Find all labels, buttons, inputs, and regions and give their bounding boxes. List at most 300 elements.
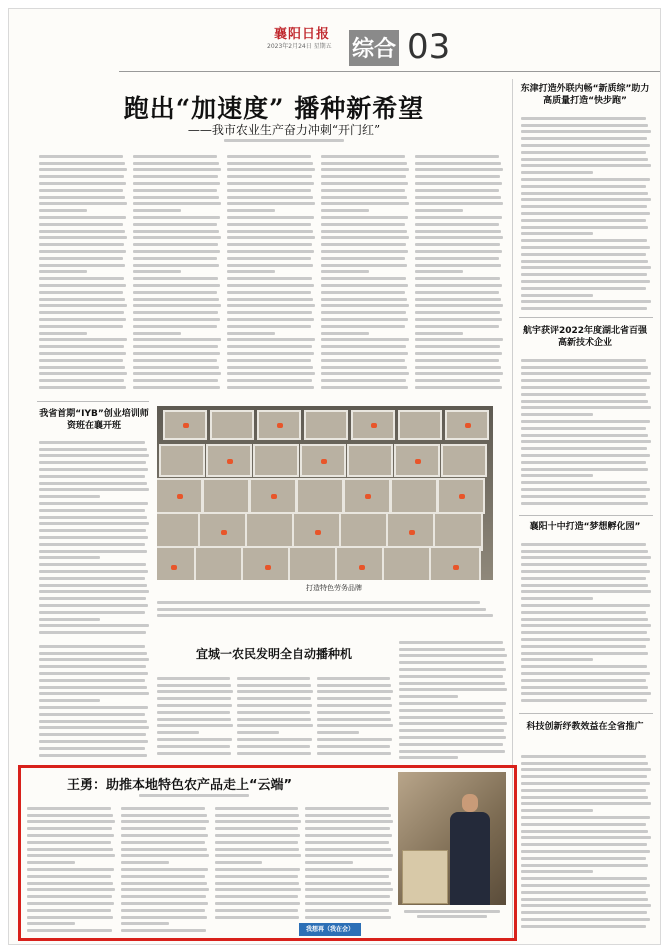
text-line (521, 198, 651, 201)
text-line (39, 495, 100, 498)
text-line (415, 277, 500, 280)
workstation-cell (335, 546, 387, 580)
text-line (321, 291, 405, 294)
text-line (133, 202, 221, 205)
text-line (521, 624, 651, 627)
text-line (321, 325, 405, 328)
text-line (305, 848, 391, 851)
text-line (317, 690, 393, 693)
text-line (39, 338, 127, 341)
mid-article-col-4 (399, 637, 507, 761)
text-line (321, 332, 369, 335)
text-line (521, 158, 648, 161)
text-line (39, 502, 148, 505)
text-line (521, 117, 646, 120)
text-line (521, 816, 650, 819)
text-line (227, 338, 315, 341)
text-line (39, 345, 124, 348)
text-line (227, 332, 275, 335)
text-line (39, 202, 127, 205)
text-line (121, 820, 209, 823)
text-line (121, 827, 206, 830)
text-line (521, 280, 650, 283)
text-line (321, 250, 408, 253)
person-figure (450, 794, 490, 905)
side-article-body-1 (521, 113, 651, 311)
text-line (521, 789, 646, 792)
text-line (521, 427, 646, 430)
text-line (121, 807, 205, 810)
text-line (521, 830, 648, 833)
text-line (133, 270, 181, 273)
product-boxes (402, 850, 448, 904)
text-line (321, 189, 405, 192)
text-line (399, 661, 504, 664)
text-line (521, 918, 650, 921)
text-line (215, 902, 300, 905)
text-line (321, 379, 406, 382)
side-article-body-4 (521, 751, 651, 933)
text-line (321, 175, 406, 178)
text-line (399, 675, 503, 678)
text-line (305, 861, 353, 864)
highlight-article-title: 王勇：助推本地特色农产品走上“云端” (67, 778, 293, 793)
worker-figure (277, 423, 283, 428)
text-line (415, 311, 500, 314)
text-line (521, 850, 650, 853)
factory-photo (157, 406, 493, 580)
text-line (521, 796, 648, 799)
highlight-badge[interactable]: 我想再（我在会） (299, 923, 361, 936)
text-line (133, 366, 219, 369)
text-line (521, 447, 647, 450)
text-line (521, 495, 646, 498)
worker-figure (415, 459, 421, 464)
text-line (39, 618, 100, 621)
side-article-title-4: 科技创新纾教效益在全省推广 (526, 722, 644, 732)
text-line (133, 162, 219, 165)
newspaper-page (8, 8, 661, 945)
text-line (521, 584, 648, 587)
text-line (227, 250, 314, 253)
text-line (399, 722, 507, 725)
text-line (157, 601, 480, 604)
text-line (317, 738, 392, 741)
text-line (39, 590, 149, 593)
worker-figure (359, 565, 365, 570)
text-line (133, 243, 218, 246)
text-line (521, 294, 593, 297)
text-line (521, 823, 646, 826)
text-line (521, 836, 651, 839)
text-line (133, 209, 181, 212)
lead-col-4 (321, 151, 409, 391)
text-line (39, 665, 146, 668)
worker-figure (315, 530, 321, 535)
worker-figure (265, 565, 271, 570)
text-line (415, 366, 501, 369)
text-line (227, 298, 313, 301)
text-line (521, 440, 651, 443)
text-line (305, 916, 391, 919)
text-line (317, 731, 359, 734)
workstation-cell (382, 546, 434, 580)
text-line (133, 298, 219, 301)
text-line (521, 692, 651, 695)
text-line (39, 550, 147, 553)
text-line (39, 699, 100, 702)
text-line (39, 372, 127, 375)
text-line (215, 875, 298, 878)
text-line (227, 182, 314, 185)
text-line (133, 318, 220, 321)
text-line (39, 182, 126, 185)
text-line (39, 747, 145, 750)
highlight-col-1 (27, 803, 115, 935)
text-line (227, 264, 313, 267)
text-line (39, 475, 145, 478)
text-line (121, 868, 208, 871)
text-line (521, 413, 593, 416)
text-line (521, 137, 647, 140)
text-line (39, 577, 145, 580)
text-line (133, 291, 217, 294)
text-line (415, 291, 499, 294)
text-line (157, 745, 230, 748)
text-line (39, 529, 146, 532)
workstation-cell (288, 546, 340, 580)
text-line (399, 641, 503, 644)
text-line (521, 372, 651, 375)
text-line (215, 848, 299, 851)
text-line (399, 716, 505, 719)
text-line (399, 682, 505, 685)
text-line (39, 236, 127, 239)
workstation-cell (347, 444, 393, 477)
text-line (121, 902, 208, 905)
text-line (39, 379, 124, 382)
text-line (227, 352, 314, 355)
text-line (321, 277, 406, 280)
section-name: 综合 (351, 37, 396, 62)
text-line (521, 205, 647, 208)
text-line (133, 257, 217, 260)
workstation-cell (159, 444, 205, 477)
text-line (157, 704, 232, 707)
text-line (133, 182, 220, 185)
text-line (39, 604, 148, 607)
worker-figure (365, 494, 371, 499)
text-line (39, 754, 147, 757)
text-line (415, 298, 501, 301)
text-line (237, 745, 310, 748)
text-line (39, 332, 87, 335)
text-line (27, 895, 112, 898)
text-line (321, 284, 408, 287)
text-line (39, 611, 145, 614)
text-line (399, 668, 506, 671)
text-line (39, 713, 145, 716)
text-line (521, 178, 650, 181)
text-line (305, 888, 393, 891)
text-line (415, 182, 502, 185)
left-article-rule (37, 401, 149, 402)
text-line (39, 740, 148, 743)
text-line (521, 260, 648, 263)
text-line (133, 277, 218, 280)
text-line (321, 209, 369, 212)
text-line (521, 577, 646, 580)
side-article-title-1: 东津打造外联内畅“新质综”助力高质量打造“快步跑” (520, 84, 650, 106)
text-line (39, 448, 147, 451)
text-line (215, 861, 262, 864)
text-line (237, 711, 310, 714)
text-line (121, 854, 209, 857)
text-line (521, 563, 647, 566)
text-line (521, 543, 646, 546)
text-line (415, 264, 501, 267)
text-line (521, 556, 651, 559)
text-line (237, 677, 310, 680)
text-line (121, 848, 207, 851)
text-line (317, 711, 390, 714)
text-line (521, 631, 647, 634)
text-line (39, 352, 126, 355)
text-line (133, 189, 217, 192)
highlight-photo-caption (398, 908, 506, 920)
side-rule (519, 515, 653, 516)
workstation-cell (241, 546, 293, 580)
text-line (521, 904, 651, 907)
text-line (215, 909, 298, 912)
text-line (521, 124, 648, 127)
photo-caption: 打造特色劳务品牌 (306, 584, 362, 592)
text-line (415, 230, 501, 233)
highlight-col-3 (215, 803, 301, 921)
text-line (27, 861, 75, 864)
text-line (27, 868, 114, 871)
text-line (215, 814, 299, 817)
workstation-cell (157, 546, 199, 580)
text-line (121, 882, 207, 885)
text-line (39, 311, 124, 314)
text-line (27, 827, 112, 830)
text-line (521, 618, 648, 621)
text-line (27, 841, 111, 844)
lead-col-5 (415, 151, 503, 391)
text-line (317, 697, 391, 700)
text-line (415, 196, 501, 199)
text-line (227, 230, 313, 233)
text-line (133, 311, 218, 314)
text-line (39, 543, 145, 546)
text-line (39, 175, 124, 178)
text-line (215, 827, 298, 830)
text-line (237, 724, 313, 727)
text-line (521, 550, 648, 553)
workstation-cell (296, 478, 344, 514)
text-line (415, 284, 502, 287)
text-line (521, 144, 650, 147)
worker-figure (371, 423, 377, 428)
text-line (521, 652, 648, 655)
text-line (399, 750, 505, 753)
text-line (227, 345, 312, 348)
mid-article-col-2 (237, 673, 313, 761)
text-line (321, 168, 409, 171)
text-line (39, 257, 123, 260)
highlight-col-2 (121, 803, 209, 935)
text-line (521, 266, 651, 269)
text-line (399, 743, 503, 746)
text-line (305, 868, 392, 871)
text-line (321, 264, 407, 267)
text-line (521, 925, 646, 928)
text-line (305, 875, 389, 878)
text-line (227, 291, 311, 294)
text-line (521, 775, 647, 778)
text-line (521, 638, 650, 641)
worker-figure (177, 494, 183, 499)
lead-col-3 (227, 151, 315, 391)
photo-caption-text (157, 597, 493, 623)
text-line (215, 854, 301, 857)
highlight-photo (398, 772, 506, 905)
text-line (227, 304, 315, 307)
text-line (133, 236, 221, 239)
text-line (39, 679, 145, 682)
text-line (39, 209, 87, 212)
worker-figure (321, 459, 327, 464)
text-line (321, 243, 406, 246)
text-line (39, 570, 148, 573)
workstation-cell (390, 478, 438, 514)
mid-article-col-3 (317, 673, 393, 761)
text-line (415, 338, 503, 341)
text-line (133, 284, 220, 287)
text-line (227, 325, 311, 328)
text-line (415, 318, 502, 321)
text-line (121, 895, 206, 898)
text-line (305, 820, 393, 823)
lead-col-2 (133, 151, 221, 391)
text-line (27, 929, 112, 932)
text-line (321, 352, 408, 355)
text-line (215, 895, 298, 898)
text-line (157, 711, 230, 714)
text-line (39, 584, 147, 587)
text-line (133, 379, 218, 382)
text-line (39, 230, 125, 233)
text-line (521, 488, 650, 491)
text-line (521, 474, 593, 477)
workstation-cell (202, 478, 250, 514)
text-line (227, 372, 315, 375)
text-line (415, 386, 502, 389)
text-line (521, 468, 648, 471)
text-line (27, 922, 75, 925)
text-line (39, 386, 126, 389)
text-line (237, 738, 312, 741)
text-line (521, 679, 646, 682)
text-line (415, 379, 500, 382)
text-line (39, 250, 126, 253)
text-line (521, 699, 647, 702)
text-line (399, 709, 503, 712)
text-line (305, 841, 389, 844)
left-article-body (39, 437, 149, 635)
text-line (227, 162, 313, 165)
text-line (521, 481, 647, 484)
text-line (39, 624, 149, 627)
text-line (133, 175, 218, 178)
text-line (215, 916, 299, 919)
text-line (39, 672, 148, 675)
text-line (521, 246, 650, 249)
text-line (227, 270, 275, 273)
lead-col-1 (39, 151, 127, 391)
workstation-cell (304, 410, 348, 440)
worker-figure (183, 423, 189, 428)
text-line (321, 270, 369, 273)
text-line (227, 216, 314, 219)
text-line (521, 665, 647, 668)
text-line (415, 175, 500, 178)
text-line (521, 645, 646, 648)
text-line (317, 752, 391, 755)
text-line (39, 264, 125, 267)
text-line (521, 884, 650, 887)
text-line (305, 854, 393, 857)
text-line (521, 755, 646, 758)
workstation-cell (398, 410, 442, 440)
worker-figure (227, 459, 233, 464)
text-line (415, 162, 501, 165)
text-line (227, 318, 314, 321)
text-line (399, 654, 507, 657)
text-line (121, 834, 208, 837)
text-line (521, 434, 648, 437)
text-line (121, 929, 206, 932)
text-line (521, 171, 593, 174)
text-line (227, 223, 311, 226)
text-line (27, 820, 115, 823)
text-line (157, 684, 231, 687)
workstation-cell (253, 444, 299, 477)
text-line (133, 338, 221, 341)
text-line (39, 454, 149, 457)
text-line (121, 861, 169, 864)
text-line (133, 155, 217, 158)
text-line (237, 684, 311, 687)
text-line (39, 706, 148, 709)
text-line (39, 168, 127, 171)
text-line (227, 366, 313, 369)
text-line (521, 300, 651, 303)
text-line (39, 162, 125, 165)
text-line (237, 690, 313, 693)
text-line (39, 488, 149, 491)
side-article-title-3: 襄阳十中打造“梦想孵化园” (529, 522, 641, 532)
text-line (39, 366, 125, 369)
worker-figure (459, 494, 465, 499)
text-line (39, 318, 126, 321)
text-line (321, 223, 405, 226)
text-line (305, 909, 389, 912)
text-line (121, 909, 205, 912)
text-line (227, 359, 311, 362)
text-line (27, 834, 114, 837)
